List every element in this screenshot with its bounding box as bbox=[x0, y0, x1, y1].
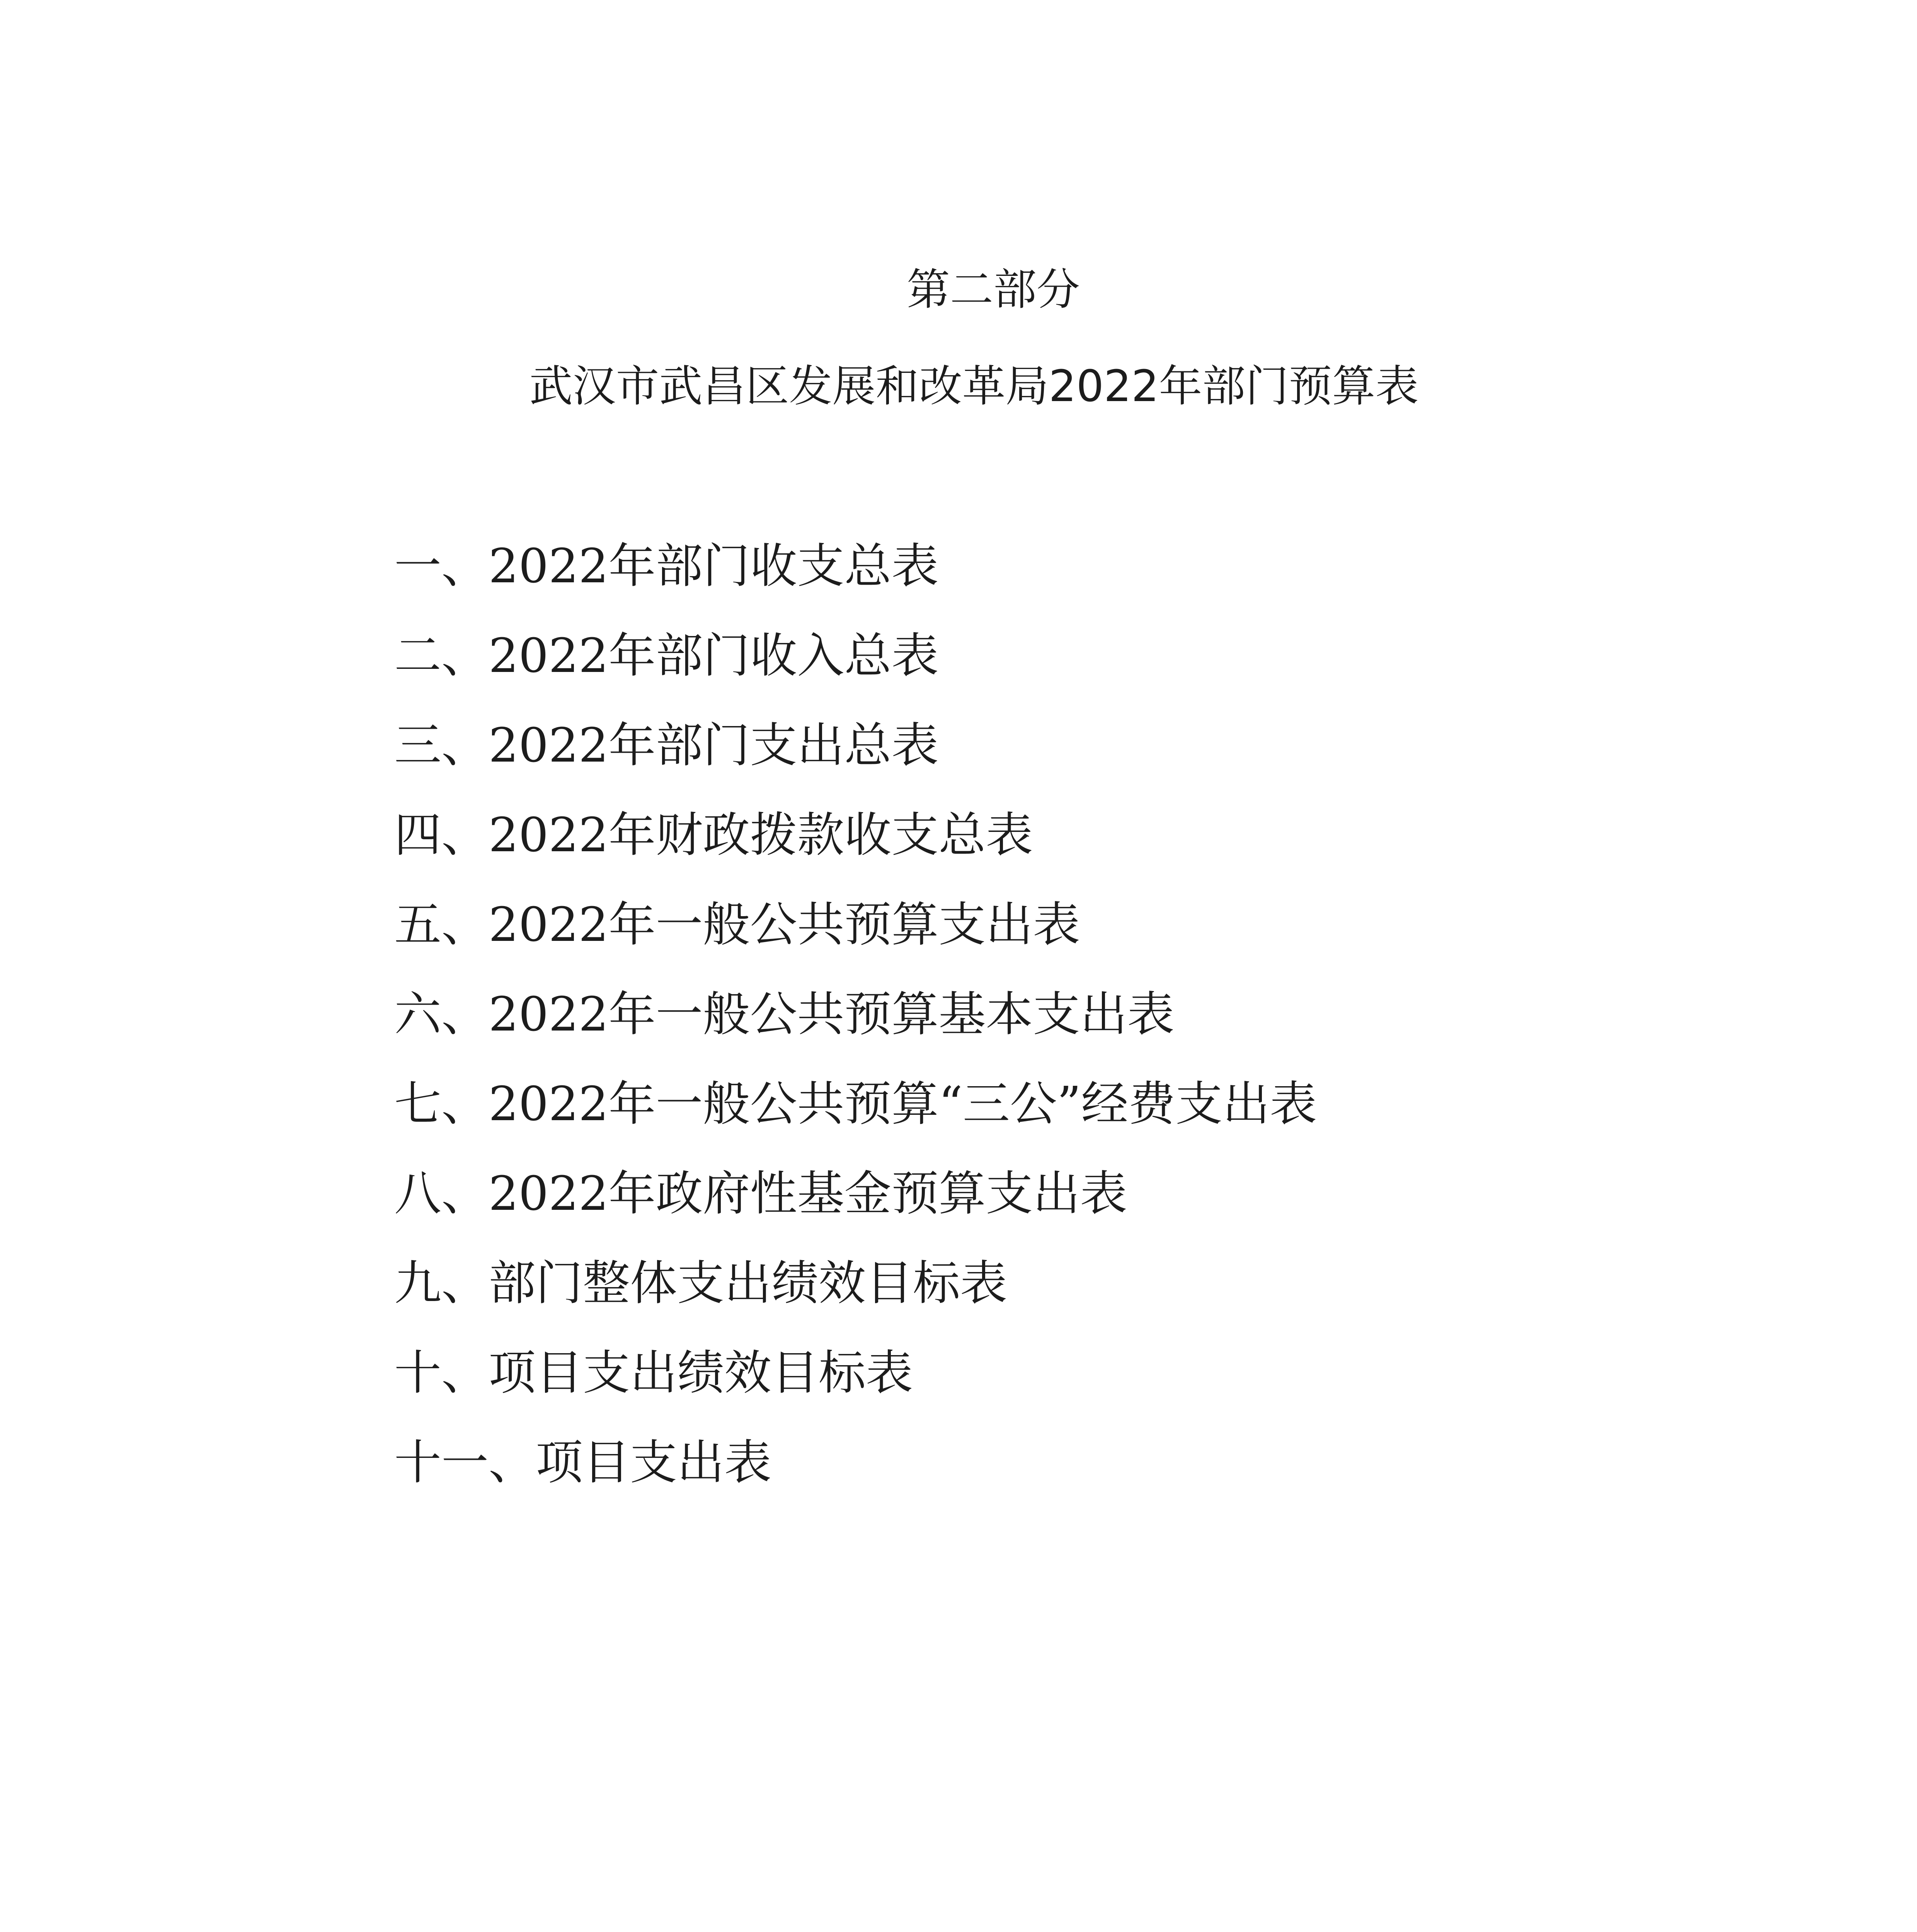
toc-item-10: 十、项目支出绩效目标表 bbox=[394, 1345, 913, 1400]
document-title: 武汉市武昌区发展和改革局2022年部门预算表 bbox=[529, 361, 1419, 412]
toc-item-5: 五、2022年一般公共预算支出表 bbox=[394, 897, 1080, 952]
toc-item-6: 六、2022年一般公共预算基本支出表 bbox=[394, 987, 1175, 1042]
table-of-contents bbox=[394, 539, 1317, 1525]
toc-item-8: 八、2022年政府性基金预算支出表 bbox=[394, 1166, 1127, 1221]
part-title: 第二部分 bbox=[907, 265, 1080, 315]
toc-item-9: 九、部门整体支出绩效目标表 bbox=[394, 1256, 1007, 1311]
toc-item-11: 十一、项目支出表 bbox=[394, 1435, 771, 1490]
toc-item-1: 一、2022年部门收支总表 bbox=[394, 539, 939, 594]
toc-item-4: 四、2022年财政拨款收支总表 bbox=[394, 808, 1033, 862]
toc-item-3: 三、2022年部门支出总表 bbox=[394, 718, 939, 773]
toc-item-7: 七、2022年一般公共预算“三公”经费支出表 bbox=[394, 1077, 1317, 1131]
toc-item-2: 二、2022年部门收入总表 bbox=[394, 628, 939, 683]
